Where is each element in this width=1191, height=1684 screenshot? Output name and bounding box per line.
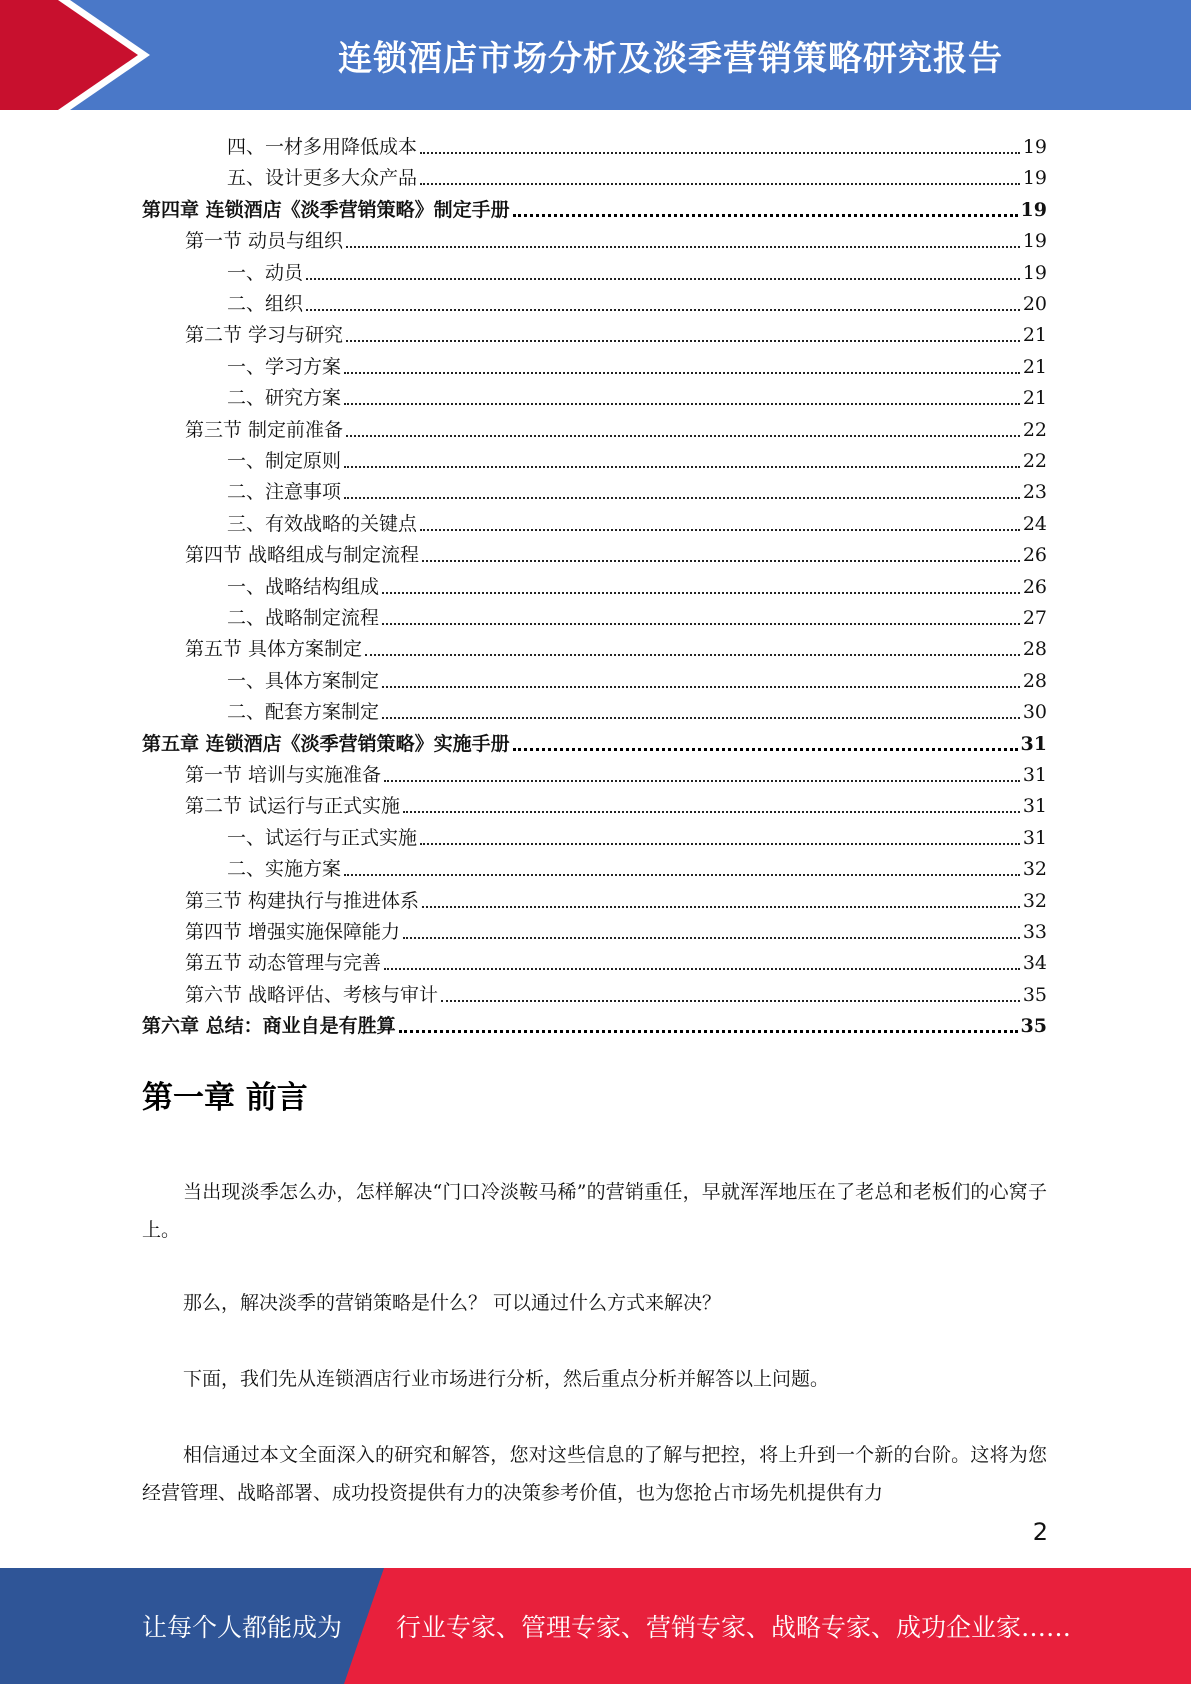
- toc-entry-page: 19: [1022, 136, 1047, 158]
- toc-entry-label: 第四节 战略组成与制定流程: [185, 544, 420, 567]
- toc-entry-label: 第五节 具体方案制定: [185, 638, 363, 661]
- paragraph: 那么，解决淡季的营销策略是什么？ 可以通过什么方式来解决？: [183, 1292, 722, 1314]
- toc-entry-label: 二、配套方案制定: [227, 701, 380, 724]
- toc-subsection-entry[interactable]: [227, 819, 1047, 850]
- toc-entry-page: 31: [1022, 826, 1047, 849]
- toc-entry-label: 二、研究方案: [227, 387, 342, 410]
- toc-section-entry[interactable]: [185, 536, 1047, 567]
- toc-subsection-entry[interactable]: [227, 159, 1047, 190]
- toc-subsection-entry[interactable]: [227, 128, 1047, 159]
- toc-entry-page: 21: [1022, 355, 1047, 378]
- toc-section-entry[interactable]: [185, 630, 1047, 661]
- toc-entry-page: 32: [1022, 889, 1047, 912]
- chapter-heading: 第一章 前言: [142, 1080, 308, 1116]
- toc-entry-page: 33: [1022, 921, 1047, 943]
- toc-dot-leader: [399, 1030, 1018, 1033]
- toc-entry-label: 一、制定原则: [227, 450, 342, 472]
- toc-dot-leader: [382, 717, 1020, 719]
- toc-entry-page: 26: [1022, 544, 1047, 567]
- toc-entry-label: 二、组织: [227, 293, 304, 315]
- toc-dot-leader: [513, 748, 1018, 751]
- toc-entry-page: 32: [1022, 858, 1047, 881]
- toc-entry-label: 二、实施方案: [227, 858, 342, 881]
- toc-dot-leader: [384, 780, 1020, 782]
- page-number: 2: [1032, 1518, 1048, 1546]
- toc-subsection-entry[interactable]: [227, 693, 1047, 724]
- toc-section-entry[interactable]: [185, 316, 1047, 347]
- toc-dot-leader: [403, 811, 1020, 813]
- toc-dot-leader: [346, 340, 1020, 342]
- toc-subsection-entry[interactable]: [227, 285, 1047, 316]
- toc-dot-leader: [420, 843, 1020, 845]
- toc-entry-page: 30: [1022, 701, 1047, 724]
- toc-dot-leader: [306, 278, 1020, 280]
- toc-section-entry[interactable]: [185, 222, 1047, 253]
- toc-subsection-entry[interactable]: [227, 850, 1047, 881]
- toc-dot-leader: [422, 560, 1020, 562]
- toc-entry-label: 第五章 连锁酒店《淡季营销策略》实施手册: [142, 732, 510, 755]
- toc-dot-leader: [346, 435, 1020, 437]
- toc-entry-label: 一、动员: [227, 261, 304, 284]
- toc-entry-label: 五、设计更多大众产品: [227, 167, 418, 190]
- toc-entry-page: 20: [1022, 293, 1047, 315]
- toc-entry-label: 一、具体方案制定: [227, 669, 380, 692]
- toc-entry-label: 第四章 连锁酒店《淡季营销策略》制定手册: [142, 198, 510, 221]
- toc-dot-leader: [365, 654, 1020, 656]
- toc-subsection-entry[interactable]: [227, 568, 1047, 599]
- toc-dot-leader: [403, 937, 1020, 939]
- toc-entry-label: 第三节 构建执行与推进体系: [185, 889, 420, 912]
- toc-section-entry[interactable]: [185, 976, 1047, 1007]
- toc-entry-page: 22: [1022, 450, 1047, 472]
- toc-dot-leader: [384, 968, 1020, 970]
- toc-entry-page: 19: [1022, 261, 1047, 284]
- toc-chapter-entry[interactable]: [142, 1007, 1047, 1038]
- toc-section-entry[interactable]: [185, 913, 1047, 944]
- toc-entry-page: 27: [1022, 607, 1047, 629]
- toc-dot-leader: [344, 874, 1020, 876]
- toc-entry-label: 第一节 培训与实施准备: [185, 764, 382, 786]
- toc-entry-page: 26: [1022, 575, 1047, 598]
- toc-entry-page: 24: [1022, 512, 1047, 535]
- toc-dot-leader: [382, 592, 1020, 594]
- toc-subsection-entry[interactable]: [227, 473, 1047, 504]
- toc-entry-page: 35: [1020, 1015, 1047, 1038]
- toc-dot-leader: [306, 309, 1020, 311]
- paragraph: 当出现淡季怎么办，怎样解决“门口冷淡鞍马稀”的营销重任，早就浑浑地压在了老总和老板们的心窝子上。: [142, 1181, 1047, 1241]
- toc-chapter-entry[interactable]: [142, 725, 1047, 756]
- toc-entry-label: 第六节 战略评估、考核与审计: [185, 983, 439, 1006]
- toc-section-entry[interactable]: [185, 787, 1047, 818]
- toc-subsection-entry[interactable]: [227, 662, 1047, 693]
- toc-entry-page: 19: [1022, 167, 1047, 190]
- toc-entry-label: 三、有效战略的关键点: [227, 512, 418, 535]
- toc-dot-leader: [346, 246, 1020, 248]
- toc-subsection-entry[interactable]: [227, 442, 1047, 473]
- paragraph: 相信通过本文全面深入的研究和解答，您对这些信息的了解与把控，将上升到一个新的台阶。这将为您经营管理、战略部署、成功投资提供有力的决策参考价值，也为您抢占市场先机提供有力: [142, 1444, 1047, 1504]
- header-banner: [0, 0, 1191, 110]
- toc-entry-page: 19: [1022, 230, 1047, 253]
- footer-banner: [0, 1568, 1191, 1684]
- toc-entry-page: 28: [1022, 638, 1047, 661]
- toc-subsection-entry[interactable]: [227, 254, 1047, 285]
- toc-dot-leader: [344, 403, 1020, 405]
- toc-entry-label: 第四节 增强实施保障能力: [185, 921, 401, 943]
- toc-entry-page: 19: [1020, 198, 1047, 221]
- toc-dot-leader: [420, 183, 1020, 185]
- toc-entry-page: 34: [1022, 952, 1047, 975]
- toc-entry-page: 31: [1020, 732, 1047, 755]
- footer-slogan-left: 让每个人都能成为: [142, 1613, 343, 1642]
- toc-dot-leader: [382, 686, 1020, 688]
- toc-subsection-entry[interactable]: [227, 505, 1047, 536]
- toc-entry-label: 第二节 学习与研究: [185, 324, 344, 347]
- toc-entry-page: 22: [1022, 418, 1047, 441]
- toc-dot-leader: [420, 152, 1020, 154]
- toc-dot-leader: [344, 466, 1020, 468]
- toc-entry-label: 第五节 动态管理与完善: [185, 952, 382, 975]
- toc-entry-label: 第一节 动员与组织: [185, 230, 344, 253]
- toc-entry-page: 21: [1022, 324, 1047, 347]
- toc-entry-label: 一、试运行与正式实施: [227, 826, 418, 849]
- paragraph: 下面，我们先从连锁酒店行业市场进行分析，然后重点分析并解答以上问题。: [183, 1368, 830, 1390]
- toc-entry-label: 第三节 制定前准备: [185, 418, 344, 441]
- toc-entry-label: 四、一材多用降低成本: [227, 136, 418, 158]
- toc-entry-page: 28: [1022, 669, 1047, 692]
- toc-section-entry[interactable]: [185, 411, 1047, 442]
- toc-chapter-entry[interactable]: [142, 191, 1047, 222]
- toc-entry-page: 23: [1022, 481, 1047, 504]
- toc-dot-leader: [420, 529, 1020, 531]
- toc-dot-leader: [422, 906, 1020, 908]
- footer-slogan-right: 行业专家、管理专家、营销专家、战略专家、成功企业家……: [396, 1613, 1072, 1642]
- toc-subsection-entry[interactable]: [227, 348, 1047, 379]
- toc-section-entry[interactable]: [185, 882, 1047, 913]
- toc-dot-leader: [513, 214, 1018, 217]
- report-title: 连锁酒店市场分析及淡季营销策略研究报告: [338, 38, 1003, 79]
- toc-entry-page: 31: [1022, 764, 1047, 786]
- toc-dot-leader: [441, 1000, 1020, 1002]
- toc-dot-leader: [382, 623, 1020, 625]
- toc-subsection-entry[interactable]: [227, 379, 1047, 410]
- toc-entry-label: 二、战略制定流程: [227, 607, 380, 629]
- toc-section-entry[interactable]: [185, 944, 1047, 975]
- toc-entry-label: 二、注意事项: [227, 481, 342, 504]
- toc-section-entry[interactable]: [185, 756, 1047, 787]
- toc-dot-leader: [344, 497, 1020, 499]
- toc-entry-label: 第二节 试运行与正式实施: [185, 795, 401, 818]
- toc-entry-label: 一、学习方案: [227, 355, 342, 378]
- toc-entry-page: 21: [1022, 387, 1047, 410]
- toc-entry-label: 第六章 总结：商业自是有胜算: [142, 1015, 396, 1038]
- toc-dot-leader: [344, 372, 1020, 374]
- toc-subsection-entry[interactable]: [227, 599, 1047, 630]
- toc-entry-label: 一、战略结构组成: [227, 575, 380, 598]
- toc-entry-page: 35: [1022, 983, 1047, 1006]
- toc-entry-page: 31: [1022, 795, 1047, 818]
